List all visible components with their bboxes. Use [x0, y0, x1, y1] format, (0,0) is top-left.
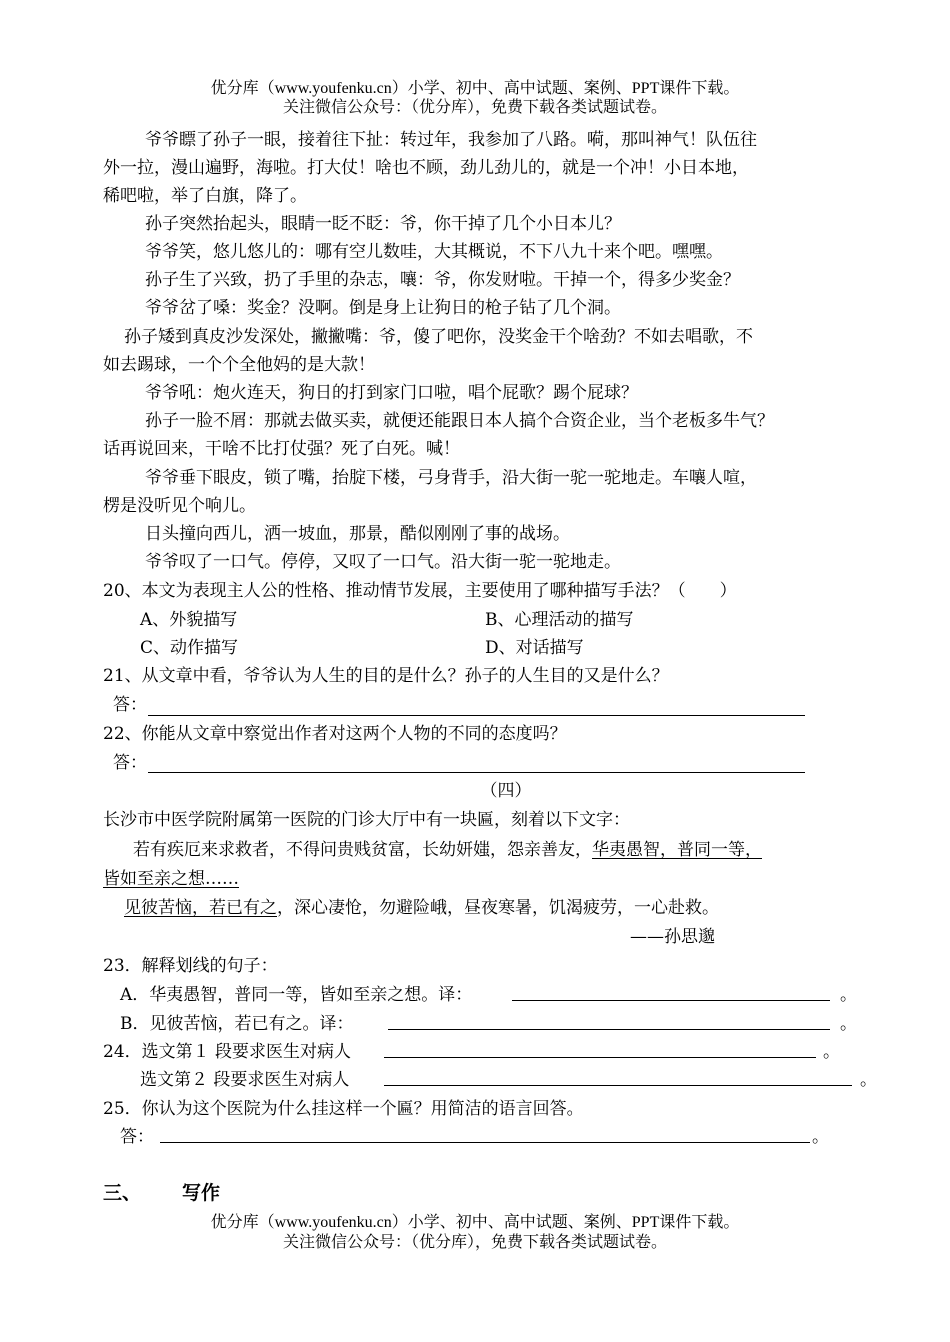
story-paragraph-8-line-1: 孙子一脸不屑：那就去做买卖，就便还能跟日本人搞个合资企业，当个老板多牛气？: [145, 411, 774, 431]
question-22-answer-label: 答：: [113, 753, 147, 773]
question-23-b-blank[interactable]: [388, 1029, 830, 1030]
part-4-text-line-2: [103, 868, 239, 890]
story-paragraph-9-line-1: 爷爷垂下眼皮，锁了嘴，抬腚下楼，弓身背手，沿大街一驼一驼地走。车嚷人喧，: [145, 468, 757, 488]
question-20-option-b[interactable]: B、心理活动的描写: [485, 610, 634, 630]
question-25-end: 。: [812, 1127, 829, 1147]
section-3-title: 写作: [182, 1182, 221, 1204]
question-20-option-c[interactable]: C、动作描写: [140, 638, 239, 658]
part-4-text-1-plain: 若有疾厄来求救者，不得问贵贱贫富，长幼妍媸，怨亲善友，: [133, 840, 592, 860]
question-21-answer-label: 答：: [113, 695, 147, 715]
part-4-text-2-plain: ，深心凄怆，勿避险峨，昼夜寒暑，饥渴疲劳，一心赴救。: [277, 898, 719, 918]
question-23-a: A．华夷愚智，普同一等，皆如至亲之想。译：: [120, 985, 473, 1005]
story-paragraph-1-line-2: 外一拉，漫山遍野，海啦。打大仗！啥也不顾，劲儿劲儿的，就是一个冲！小日本地，: [103, 158, 749, 178]
section-3-number: 三、: [103, 1182, 142, 1204]
question-23: 23．解释划线的句子：: [103, 956, 278, 976]
header-line-2: 关注微信公众号：（优分库），免费下载各类试题试卷。: [282, 99, 667, 116]
question-24-part-2-end: 。: [860, 1070, 877, 1090]
underlined-sentence-a-part-2: 皆如至亲之想……: [103, 869, 239, 889]
question-22: 22、你能从文章中察觉出作者对这两个人物的不同的态度吗？: [103, 724, 567, 744]
question-23-a-end: 。: [840, 985, 857, 1005]
story-paragraph-4: 孙子生了兴致，扔了手里的杂志，嚷：爷，你发财啦。干掉一个，得多少奖金？: [145, 270, 740, 290]
question-20-option-d[interactable]: D、对话描写: [485, 638, 584, 658]
story-paragraph-1-line-3: 稀吧啦，举了白旗，降了。: [103, 186, 307, 206]
part-4-text-line-1: [133, 839, 762, 861]
story-paragraph-6-line-2: 如去踢球，一个个全他妈的是大款！: [103, 355, 375, 375]
footer-line-2: 关注微信公众号：（优分库），免费下载各类试题试卷。: [282, 1234, 667, 1251]
question-25-answer-blank[interactable]: [160, 1142, 810, 1143]
underlined-sentence-b: 见彼苦恼，若已有之: [124, 898, 277, 918]
question-23-b-end: 。: [840, 1014, 857, 1034]
question-25-answer-label: 答：: [120, 1127, 154, 1147]
story-paragraph-6-line-1: 孙子矮到真皮沙发深处，撇撇嘴：爷，傻了吧你，没奖金干个啥劲？不如去唱歌，不: [124, 327, 753, 347]
underlined-sentence-a-part-1: 华夷愚智，普同一等，: [592, 840, 762, 860]
part-4-text-line-3: [124, 897, 719, 919]
story-paragraph-10: 日头撞向西儿，洒一坡血，那景，酷似刚刚了事的战场。: [145, 524, 570, 544]
question-21: 21、从文章中看，爷爷认为人生的目的是什么？孙子的人生目的又是什么？: [103, 666, 669, 686]
part-4-intro: 长沙市中医学院附属第一医院的门诊大厅中有一块匾，刻着以下文字：: [103, 810, 630, 830]
story-paragraph-5: 爷爷岔了嗓：奖金？没啊。倒是身上让狗日的枪子钻了几个洞。: [145, 298, 621, 318]
question-24-part-2: 选文第２ 段要求医生对病人: [140, 1070, 350, 1090]
question-24-part-1: 24．选文第１ 段要求医生对病人: [103, 1042, 352, 1062]
question-23-a-blank[interactable]: [512, 1000, 830, 1001]
story-paragraph-11: 爷爷叹了一口气。停停，又叹了一口气。沿大街一驼一驼地走。: [145, 552, 621, 572]
story-paragraph-7: 爷爷吼：炮火连天，狗日的打到家门口啦，唱个屁歌？踢个屁球？: [145, 383, 638, 403]
part-4-title: （四）: [480, 781, 532, 801]
question-21-answer-blank[interactable]: [148, 715, 805, 716]
question-24-part-1-blank[interactable]: [384, 1057, 816, 1058]
header-line-1: 优分库（www.youfenku.cn）小学、初中、高中试题、案例、PPT课件下载。: [210, 80, 740, 97]
footer-line-1: 优分库（www.youfenku.cn）小学、初中、高中试题、案例、PPT课件下载。: [210, 1214, 740, 1231]
story-paragraph-3: 爷爷笑，悠儿悠儿的：哪有空儿数哇，大其概说，不下八九十来个吧。嘿嘿。: [145, 242, 723, 262]
part-4-author: ——孙思邈: [630, 927, 715, 947]
question-23-b: B．见彼苦恼，若已有之。译：: [120, 1014, 354, 1034]
story-paragraph-9-line-2: 楞是没听见个响儿。: [103, 496, 256, 516]
question-24-part-1-end: 。: [823, 1042, 840, 1062]
story-paragraph-2: 孙子突然抬起头，眼睛一眨不眨：爷，你干掉了几个小日本儿？: [145, 214, 621, 234]
question-25: 25．你认为这个医院为什么挂这样一个匾？用简洁的语言回答。: [103, 1099, 584, 1119]
story-paragraph-1-line-1: 爷爷瞟了孙子一眼，接着往下扯：转过年，我参加了八路。嗬，那叫神气！队伍往: [145, 130, 757, 150]
question-20-option-a[interactable]: A、外貌描写: [140, 610, 238, 630]
question-22-answer-blank[interactable]: [148, 772, 805, 773]
question-20: 20、本文为表现主人公的性格、推动情节发展，主要使用了哪种描写手法？（ ）: [103, 581, 737, 601]
question-24-part-2-blank[interactable]: [384, 1085, 852, 1086]
story-paragraph-8-line-2: 话再说回来，干啥不比打仗强？死了白死。喊！: [103, 439, 460, 459]
